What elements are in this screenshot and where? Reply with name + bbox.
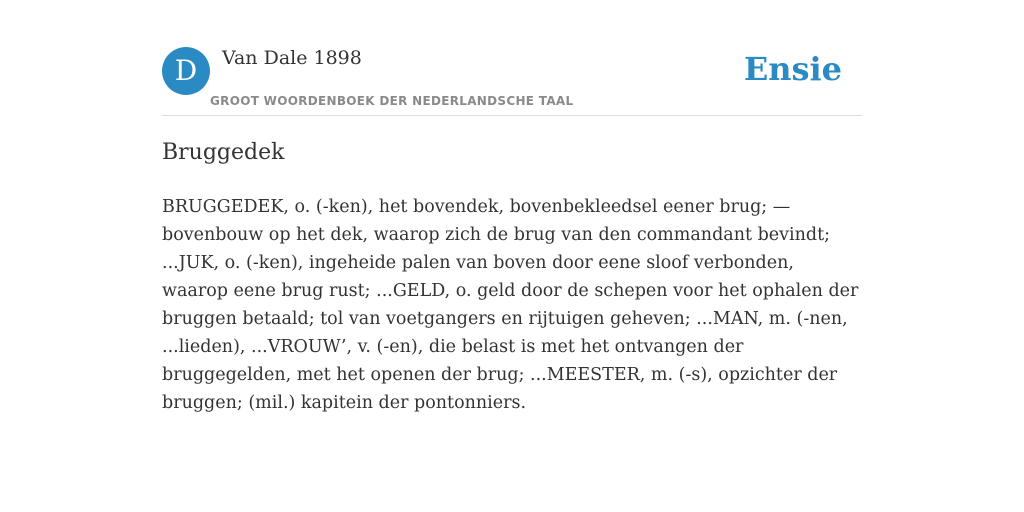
entry-headword: Bruggedek xyxy=(162,140,285,165)
brand-logo[interactable]: Ensie xyxy=(743,50,842,88)
entry-definition: BRUGGEDEK, o. (-ken), het bovendek, bovenbekleedsel eener brug; — bovenbouw op het dek, waarop zich de brug van den commandant bevindt; ...JUK, o. (-ken), ingeheide palen van boven door eene sloof verbonden, waarop eene brug rust; ...GELD, o. geld door de schepen voor het ophalen der bruggen betaald; tol van voetgangers en rijtuigen geheven; ...MAN, m. (-nen, ...lieden), ...VROUW’, v. (-en), die belast is met het ontvangen der bruggegelden, met het openen der brug; ...MEESTER, m. (-s), opzichter der bruggen; (mil.) kapitein der pontonniers. xyxy=(162,197,859,413)
source-logo[interactable]: D xyxy=(162,47,210,95)
header xyxy=(162,46,862,116)
source-subtitle: GROOT WOORDENBOEK DER NEDERLANDSCHE TAAL xyxy=(210,94,574,108)
source-title[interactable]: Van Dale 1898 xyxy=(222,47,362,69)
